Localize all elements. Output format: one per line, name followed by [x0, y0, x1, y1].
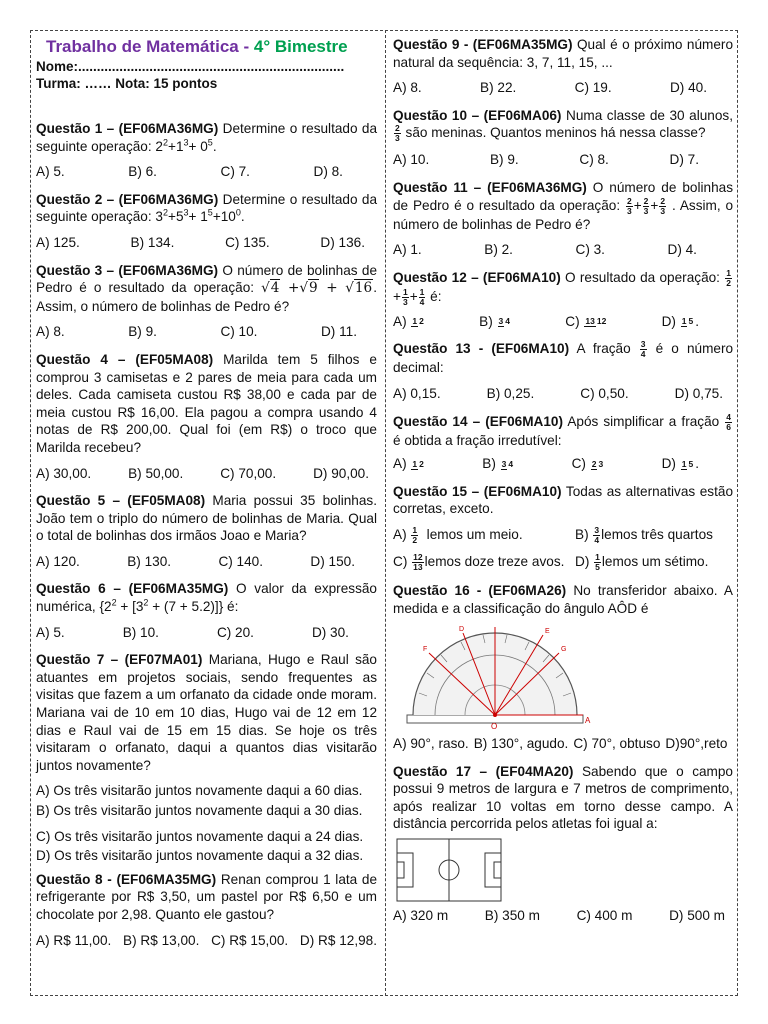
options-q1 — [36, 163, 377, 181]
label-o: O — [491, 722, 498, 732]
radicand: 4 — [270, 280, 280, 297]
option-c[interactable]: C) 10. — [220, 324, 258, 340]
option-d[interactable]: D) Os três visitarão juntos novamente daqui a 32 dias. — [36, 848, 364, 864]
question-15 — [393, 483, 733, 518]
numerator: 2 — [660, 195, 666, 206]
numerator: 1 — [412, 458, 418, 469]
option-letter: B) — [575, 527, 589, 542]
question-label: Questão 1 – (EF06MA36MG) — [36, 121, 219, 136]
question-text: O resultado da operação: — [565, 269, 720, 285]
question-label: Questão 17 – (EF04MA20) — [393, 763, 574, 779]
option-c[interactable]: C) 7. — [220, 164, 250, 180]
denominator: 3 — [402, 296, 408, 307]
options-q8 — [36, 932, 377, 950]
question-text: é obtida a fração irredutível: — [393, 432, 562, 448]
question-text: + 0 — [188, 138, 208, 154]
fraction-3-4 — [640, 340, 647, 359]
numerator: 3 — [501, 458, 507, 469]
numerator: 1 — [412, 524, 418, 535]
option-b[interactable] — [482, 455, 515, 473]
goal-area-right — [494, 862, 501, 878]
option-text: lemos três quartos — [601, 527, 713, 542]
label-e: E — [545, 628, 550, 636]
question-16 — [393, 582, 733, 617]
denominator: 4 — [508, 458, 514, 469]
numerator: 3 — [498, 316, 504, 327]
option-d[interactable]: D) 30. — [311, 624, 349, 640]
label-g: G — [561, 646, 567, 654]
question-label: Questão 4 – (EF05MA08) — [36, 351, 214, 367]
denominator: 3 — [660, 205, 666, 216]
question-text: é o número decimal: — [393, 341, 734, 376]
option-a[interactable]: A) 5. — [36, 164, 65, 180]
option-a[interactable]: A) 8. — [36, 324, 65, 340]
question-13 — [393, 340, 733, 377]
question-label: Questão 12 – (EF06MA10) — [393, 269, 561, 285]
right-column — [393, 32, 733, 925]
option-d[interactable]: D) 0,75. — [674, 385, 723, 401]
option-d[interactable]: D) 40. — [669, 80, 707, 96]
option-d[interactable]: D)90°,reto — [665, 736, 728, 752]
numerator: 1 — [681, 316, 687, 327]
options-q5 — [36, 553, 377, 571]
question-7 — [36, 651, 377, 774]
plus-sign: + — [393, 288, 401, 304]
question-text: Qual é o próximo número natural da sequência: 3, 7, 11, 15, ... — [393, 37, 734, 70]
denominator: 3 — [626, 205, 632, 216]
question-8 — [36, 871, 377, 924]
radicand: 16 — [354, 280, 373, 297]
option-a[interactable]: A) 5. — [36, 624, 65, 640]
denominator: 2 — [419, 458, 424, 469]
option-letter: C) — [565, 313, 580, 329]
option-b[interactable]: B) R$ 13,00. — [123, 932, 200, 948]
sqrt-expression: √4 +√9 + √16 — [261, 280, 373, 297]
options-q15-row1 — [393, 526, 733, 545]
numerator: 3 — [594, 524, 600, 535]
options-q9 — [393, 79, 733, 97]
question-label: Questão 8 - (EF06MA35MG) — [36, 871, 217, 887]
plus-sign: + — [633, 197, 642, 213]
plus-sign: + — [650, 197, 659, 213]
question-17 — [393, 763, 733, 833]
option-c[interactable]: C) R$ 15,00. — [211, 932, 289, 948]
option-a[interactable] — [393, 455, 426, 473]
option-b[interactable]: B) 6. — [128, 164, 157, 180]
label-a: A — [585, 716, 591, 726]
plus-sign: + — [326, 280, 338, 297]
exponent: 3 — [183, 207, 189, 218]
fraction — [402, 288, 409, 307]
option-letter: A) — [393, 313, 407, 329]
question-text: +5 — [168, 209, 184, 225]
option-letter: D) — [661, 456, 676, 472]
exponent: 5 — [207, 207, 213, 218]
question-1 — [36, 120, 377, 155]
penalty-area-right — [485, 853, 501, 887]
protractor-figure — [399, 623, 599, 731]
question-text: Numa classe de 30 alunos, — [566, 107, 733, 123]
option-a[interactable]: A) 0,15. — [393, 385, 441, 401]
question-text: . — [212, 138, 217, 154]
option-d[interactable]: D) 136. — [320, 234, 365, 250]
option-b[interactable]: B) 9. — [489, 152, 519, 168]
options-q17 — [393, 907, 733, 925]
question-label: Questão 5 – (EF05MA08) — [36, 493, 206, 509]
options-q13 — [393, 385, 733, 403]
option-c[interactable] — [393, 553, 575, 572]
denominator: 5 — [595, 561, 600, 572]
denominator: 3 — [598, 458, 604, 469]
question-10 — [393, 107, 733, 144]
numerator: 3 — [640, 339, 646, 350]
option-c[interactable]: C) 19. — [574, 80, 612, 96]
left-column — [36, 32, 377, 949]
exponent: 5 — [207, 137, 213, 148]
option-text: lemos um meio. — [426, 527, 523, 542]
option-letter: A) — [393, 456, 407, 472]
numerator: 2 — [591, 458, 597, 469]
option-d[interactable]: D) 7. — [669, 152, 699, 168]
option-b[interactable]: B) 22. — [480, 80, 517, 96]
question-text: +1 — [168, 138, 184, 154]
question-label: Questão 9 - (EF06MA35MG) — [393, 37, 573, 52]
question-text: O valor da expressão numérica, {2 — [36, 581, 377, 615]
options-q15-row2 — [393, 553, 733, 572]
exponent: 0 — [235, 207, 241, 218]
option-a[interactable]: A) 120. — [36, 553, 80, 569]
option-b[interactable]: B) 9. — [128, 324, 157, 340]
denominator: 2 — [419, 316, 424, 327]
exponent: 2 — [162, 207, 168, 218]
label-d: D — [459, 626, 465, 634]
question-label: Questão 7 – (EF07MA01) — [36, 652, 203, 668]
option-letter: C) — [571, 456, 586, 472]
question-text: Renan comprou 1 lata de refrigerante por R$ 3,50, um pastel por R$ 6,50 e um chocolate por 2,98. Quanto ele gastou? — [36, 871, 378, 922]
option-b[interactable] — [575, 526, 713, 545]
option-letter: A) — [393, 527, 407, 542]
numerator: 1 — [681, 458, 687, 469]
denominator: 5 — [688, 458, 694, 469]
question-text: Mariana, Hugo e Raul são atuantes em projetos sociais, sendo frequentes as visitas que fazem a um orfanato da cidade onde moram. Mariana vai de 10 em 10 dias, Hugo vai de 12 em 12 dias e Raul vai de 15 em 15 dias. Se hoje os três visitaram o orfanato, daqui a quantos dias visitarão juntos novamente? — [36, 652, 377, 773]
question-12 — [393, 269, 733, 307]
period: . — [695, 456, 699, 472]
exponent: 2 — [162, 137, 168, 148]
numerator: 2 — [395, 123, 400, 134]
question-label: Questão 16 - (EF06MA26) — [393, 582, 567, 598]
option-b[interactable] — [479, 313, 512, 331]
option-b[interactable]: B) 0,25. — [486, 385, 535, 401]
question-label: Questão 13 - (EF06MA10) — [393, 341, 570, 357]
options-q6 — [36, 624, 377, 642]
options-q16 — [393, 735, 733, 753]
numerator: 1 — [412, 316, 418, 327]
option-d[interactable]: D) 8. — [313, 164, 343, 180]
plus-sign: + — [287, 280, 300, 297]
option-d[interactable] — [575, 553, 708, 572]
name-line: Nome:....................................................................... — [36, 59, 345, 74]
option-letter: D) — [661, 313, 676, 329]
fraction — [681, 460, 694, 470]
exponent: 3 — [183, 137, 189, 148]
question-text: Determine o resultado da seguinte operação: 2 — [36, 121, 378, 154]
options-q11 — [393, 241, 733, 259]
option-letter: D) — [575, 554, 590, 569]
label-f: F — [423, 646, 428, 654]
option-d[interactable]: D) R$ 12,98. — [299, 932, 377, 948]
option-d[interactable]: D) 500 m — [669, 908, 725, 924]
option-letter: C) — [393, 554, 408, 569]
fraction — [643, 197, 650, 216]
question-text: é: — [430, 288, 442, 304]
question-2 — [36, 191, 377, 226]
exponent: 2 — [111, 597, 117, 608]
option-a[interactable]: A) Os três visitarão juntos novamente daqui a 60 dias. — [36, 783, 363, 799]
soccer-field-figure — [395, 837, 503, 903]
denominator: 13 — [413, 561, 423, 572]
option-c[interactable]: C) Os três visitarão juntos novamente daqui a 24 dias. — [36, 828, 364, 844]
question-3: Questão 3 – (EF06MA36MG) O número de bolinhas de Pedro é o resultado da operação: √4 +√9 + √16. Assim, o número de bolinhas de Pedro é? — [36, 262, 378, 314]
fraction — [591, 460, 604, 470]
options-q14 — [393, 455, 733, 473]
question-text: No transferidor abaixo. A medida e a classificação do ângulo AÔD é — [393, 582, 733, 616]
question-5 — [36, 492, 377, 545]
option-c[interactable]: C) 3. — [575, 242, 605, 258]
options-q10 — [393, 151, 733, 169]
option-c[interactable]: C) 70°, obtuso — [573, 736, 661, 752]
goal-area-left — [397, 862, 404, 878]
question-6 — [36, 580, 377, 615]
denominator: 5 — [688, 316, 694, 327]
option-b[interactable]: B) 350 m — [484, 908, 540, 924]
question-label: Questão 10 – (EF06MA06) — [393, 107, 562, 123]
option-a[interactable]: A) 125. — [36, 234, 80, 250]
option-a[interactable]: A) 1. — [393, 242, 422, 258]
option-d[interactable] — [662, 313, 699, 331]
option-a[interactable]: A) R$ 11,00. — [36, 932, 112, 948]
option-b[interactable]: B) 50,00. — [128, 465, 184, 481]
option-text: lemos um sétimo. — [601, 554, 709, 569]
denominator: 4 — [505, 316, 510, 327]
numerator: 1 — [726, 267, 731, 278]
denominator: 2 — [726, 277, 731, 288]
exponent: 2 — [143, 597, 149, 608]
question-text: são meninas. Quantos meninos há nessa classe? — [405, 125, 706, 141]
denominator: 12 — [596, 316, 607, 327]
option-a[interactable]: A) 90°, raso. — [393, 736, 469, 752]
numerator: 2 — [626, 195, 632, 206]
question-text: Assim, o número de bolinhas de Pedro é? — [36, 298, 290, 314]
option-a[interactable]: A) 8. — [393, 80, 422, 96]
question-label: Questão 6 – (EF06MA35MG) — [36, 581, 229, 597]
question-text: . — [240, 209, 245, 225]
option-b[interactable]: B) 130. — [127, 553, 172, 569]
option-b[interactable]: B) 10. — [122, 624, 159, 640]
fraction — [412, 553, 423, 572]
option-text: lemos doze treze avos. — [424, 554, 565, 569]
option-c[interactable]: C) 8. — [579, 152, 609, 168]
question-label: Questão 14 – (EF06MA10) — [393, 413, 564, 429]
denominator: 3 — [395, 133, 400, 144]
fraction — [681, 317, 694, 327]
question-text: + (7 + 5.2)]} é: — [152, 599, 239, 615]
option-d[interactable]: D) 11. — [320, 324, 357, 340]
question-text: Marilda tem 5 filhos e comprou 3 camisetas e 2 pares de meia para cada um deles. Cada camiseta custou R$ 38,00 e cada par de meia custou R$ 16,00. Ela pagou a compra usando 4 notas de R$ 200,00. Qual foi (em R$) o troco que Marilda recebeu? — [36, 351, 377, 455]
denominator: 4 — [594, 534, 600, 545]
question-9 — [393, 36, 733, 71]
question-text: O número de bolinhas de Pedro é o resultado da operação: — [393, 179, 733, 213]
option-d[interactable]: D) 90,00. — [313, 465, 369, 481]
denominator: 3 — [643, 205, 649, 216]
plus-sign: + — [409, 288, 418, 304]
question-text: Determine o resultado da seguinte operação: 3 — [36, 191, 378, 225]
fraction — [419, 288, 426, 307]
option-d[interactable]: D) 150. — [310, 553, 355, 569]
fraction-4-6 — [725, 413, 732, 432]
fraction — [584, 317, 607, 327]
fraction — [593, 526, 600, 545]
option-d[interactable]: D) 4. — [667, 242, 697, 258]
option-b[interactable]: B) Os três visitarão juntos novamente daqui a 30 dias. — [36, 803, 363, 818]
question-text: . Assim, o número de bolinhas de Pedro é? — [393, 197, 734, 232]
numerator: 1 — [595, 551, 600, 562]
numerator: 13 — [585, 316, 595, 327]
fraction — [411, 526, 418, 545]
question-11 — [393, 179, 733, 233]
denominator: 4 — [419, 296, 425, 307]
numerator: 4 — [726, 411, 731, 422]
option-a[interactable]: A) 30,00. — [36, 465, 92, 481]
fraction — [411, 317, 424, 327]
question-label: Questão 15 – (EF06MA10) — [393, 483, 562, 499]
penalty-area-left — [397, 853, 413, 887]
numerator: 1 — [402, 286, 408, 297]
option-letter: B) — [482, 456, 496, 472]
question-text: Todas as alternativas estão corretas, exceto. — [393, 483, 734, 517]
option-b[interactable]: B) 130°, agudo. — [473, 736, 569, 752]
question-text: Maria possui 35 bolinhas. João tem o triplo do número de bolinhas de Maria. Qual o total de bolinhas dos irmãos Joao e Maria? — [36, 493, 377, 544]
question-text: O número de bolinhas de Pedro é o resultado da operação: — [36, 262, 378, 296]
fraction — [501, 460, 514, 470]
option-c[interactable] — [565, 313, 608, 331]
option-a[interactable] — [393, 526, 575, 545]
option-a[interactable]: A) 320 m — [393, 908, 449, 924]
question-4 — [36, 351, 377, 457]
option-c[interactable]: C) 400 m — [576, 908, 633, 924]
denominator: 2 — [412, 534, 418, 545]
option-d[interactable] — [662, 455, 699, 473]
option-b[interactable]: B) 134. — [130, 234, 175, 250]
numerator: 2 — [643, 195, 649, 206]
fraction — [626, 197, 633, 216]
numerator: 12 — [413, 551, 423, 562]
options-q4 — [36, 465, 377, 483]
fraction — [411, 460, 424, 470]
title-bimester: 4° Bimestre — [253, 37, 348, 56]
option-c[interactable]: C) 0,50. — [580, 385, 629, 401]
option-c[interactable]: C) 20. — [216, 624, 254, 640]
option-c[interactable]: C) 70,00. — [220, 465, 277, 481]
question-text: A fração — [576, 341, 631, 357]
option-letter: B) — [479, 313, 493, 329]
title-text: Trabalho de Matemática - — [46, 37, 250, 56]
numerator: 1 — [419, 286, 425, 297]
radicand: 9 — [309, 280, 318, 297]
question-text: Após simplificar a fração — [567, 413, 720, 429]
vertex-point — [493, 713, 497, 717]
question-text: +10 — [212, 209, 236, 225]
question-text: + 1 — [188, 209, 208, 225]
question-label: Questão 3 – (EF06MA36MG) — [36, 262, 219, 278]
denominator: 6 — [726, 421, 731, 432]
option-c[interactable]: C) 140. — [218, 553, 264, 569]
options-q3 — [36, 323, 377, 341]
fraction — [594, 553, 601, 572]
question-text: + [3 — [120, 599, 144, 615]
question-text: Sabendo que o campo possui 9 metros de largura e 7 metros de comprimento, após realizar 10 voltas em torno desse campo. A distância percorrida pelos atletas foi igual a: — [393, 763, 733, 832]
question-label: Questão 2 – (EF06MA36MG) — [36, 191, 219, 207]
option-c[interactable]: C) 135. — [225, 234, 270, 250]
question-14 — [393, 413, 733, 450]
class-line: Turma: …… Nota: 15 pontos — [36, 76, 218, 91]
options-q12 — [393, 313, 733, 331]
options-q2 — [36, 234, 377, 252]
page-title — [46, 36, 377, 58]
fraction — [498, 317, 511, 327]
denominator: 4 — [640, 349, 646, 360]
question-label: Questão 11 – (EF06MA36MG) — [393, 179, 587, 195]
option-a[interactable] — [393, 313, 426, 331]
fraction — [725, 269, 732, 288]
fraction-2-3 — [394, 124, 401, 143]
fraction — [659, 197, 666, 216]
column-divider — [385, 30, 386, 996]
option-c[interactable] — [572, 455, 606, 473]
period: . — [695, 313, 699, 329]
option-a[interactable]: A) 10. — [393, 152, 430, 168]
option-b[interactable]: B) 2. — [484, 242, 513, 258]
